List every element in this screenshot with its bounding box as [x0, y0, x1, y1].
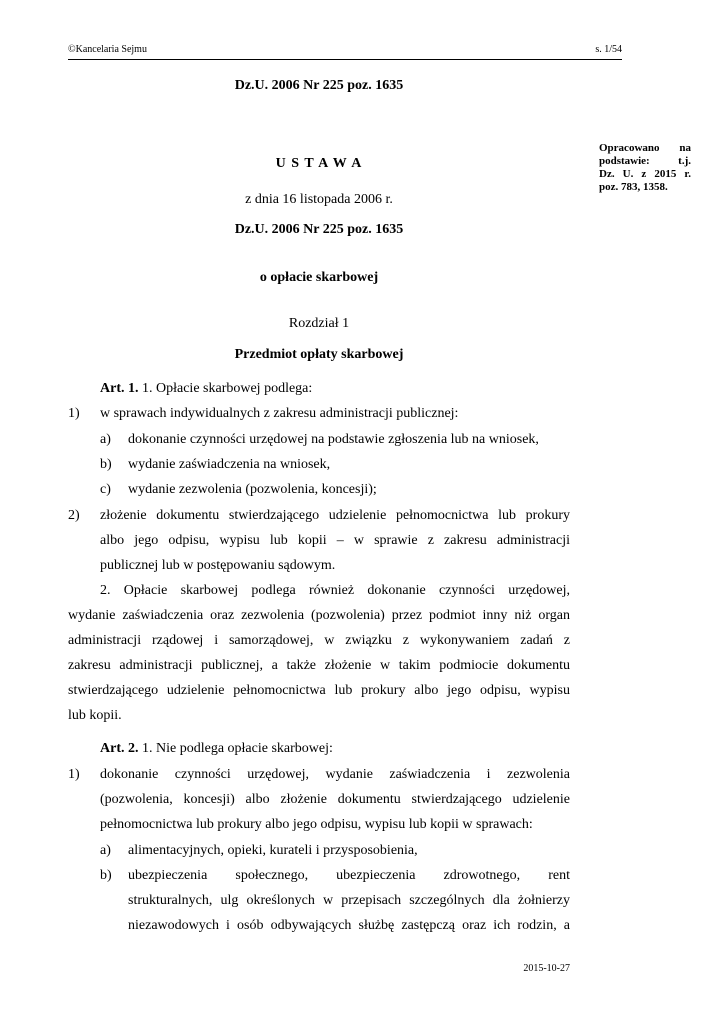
- source-note: [599, 142, 691, 194]
- footer-date: 2015-10-27: [523, 963, 570, 974]
- list-letter: b): [100, 868, 112, 883]
- art2-intro: [100, 740, 333, 758]
- header-publisher: ©Kancelaria Sejmu: [68, 44, 147, 55]
- document-subject: o opłacie skarbowej: [259, 270, 379, 285]
- paragraph-line: albo jego odpisu, wypisu lub kopii – w sprawie z zakresu administracji: [100, 533, 570, 548]
- date-line: z dnia 16 listopada 2006 r.: [245, 192, 393, 207]
- paragraph-line: zakresu administracji publicznej, a także złożenie w takim podmiocie dokumentu: [68, 658, 570, 673]
- paragraph-line: niezawodowych i osób odbywających służbę zastępczą oraz ich rodzin, a: [128, 918, 570, 933]
- art2-label: Art. 2.: [100, 741, 139, 756]
- paragraph-line: złożenie dokumentu stwierdzającego udzielenie pełnomocnictwa lub prokury: [100, 508, 570, 523]
- paragraph-line: 2. Opłacie skarbowej podlega również dokonanie czynności urzędowej,: [100, 583, 570, 598]
- list-item-text: wydanie zaświadczenia na wniosek,: [128, 457, 331, 472]
- top-citation: Dz.U. 2006 Nr 225 poz. 1635: [234, 78, 404, 93]
- paragraph-line: stwierdzającego udzielenie pełnomocnictwa lub prokury albo jego odpisu, wypisu: [68, 683, 570, 698]
- art1-intro: [100, 380, 312, 398]
- list-letter: a): [100, 843, 111, 858]
- paragraph-line: wydanie zaświadczenia oraz zezwolenia (pozwolenia) przez podmiot inny niż organ: [68, 608, 570, 623]
- note-line: Dz. U. z 2015 r.: [599, 168, 691, 180]
- art1-point-text: w sprawach indywidualnych z zakresu administracji publicznej:: [100, 406, 459, 421]
- art1-intro-text: 1. Opłacie skarbowej podlega:: [138, 381, 313, 396]
- list-letter: b): [100, 457, 112, 472]
- chapter-title: Przedmiot opłaty skarbowej: [234, 347, 404, 362]
- note-line: Opracowano na: [599, 142, 691, 154]
- art2-intro-text: 1. Nie podlega opłacie skarbowej:: [138, 741, 333, 756]
- paragraph-line: administracji rządowej i samorządowej, w związku z wykonywaniem zadań z: [68, 633, 570, 648]
- header-page-number: s. 1/54: [595, 44, 622, 55]
- list-letter: c): [100, 482, 111, 497]
- paragraph-line: pełnomocnictwa lub prokury albo jego odpisu, wypisu lub kopii w sprawach:: [100, 817, 533, 832]
- list-item-text: alimentacyjnych, opieki, kurateli i przysposobienia,: [128, 843, 418, 858]
- art2-point-number: 1): [68, 767, 80, 782]
- list-letter: a): [100, 432, 111, 447]
- citation: Dz.U. 2006 Nr 225 poz. 1635: [234, 222, 404, 237]
- paragraph-line: publicznej lub w postępowaniu sądowym.: [100, 558, 336, 573]
- list-item-text: wydanie zezwolenia (pozwolenia, koncesji);: [128, 482, 377, 497]
- paragraph-line: dokonanie czynności urzędowej, wydanie zaświadczenia i zezwolenia: [100, 767, 570, 782]
- art1-label: Art. 1.: [100, 381, 139, 396]
- art1-point-number: 2): [68, 508, 80, 523]
- paragraph-line: ubezpieczenia społecznego, ubezpieczenia zdrowotnego, rent: [128, 868, 570, 883]
- paragraph-line: strukturalnych, ulg określonych w przepisach szczególnych dla żołnierzy: [128, 893, 570, 908]
- list-item-text: dokonanie czynności urzędowej na podstawie zgłoszenia lub na wniosek,: [128, 432, 539, 447]
- page-header: [68, 43, 622, 60]
- chapter-number: Rozdział 1: [288, 316, 350, 331]
- note-line: podstawie: t.j.: [599, 155, 691, 167]
- note-line: poz. 783, 1358.: [599, 181, 668, 193]
- paragraph-line: lub kopii.: [68, 708, 122, 723]
- art1-point-number: 1): [68, 406, 80, 421]
- document-title: U S T A W A: [275, 156, 363, 171]
- paragraph-line: (pozwolenia, koncesji) albo złożenie dokumentu stwierdzającego udzielenie: [100, 792, 570, 807]
